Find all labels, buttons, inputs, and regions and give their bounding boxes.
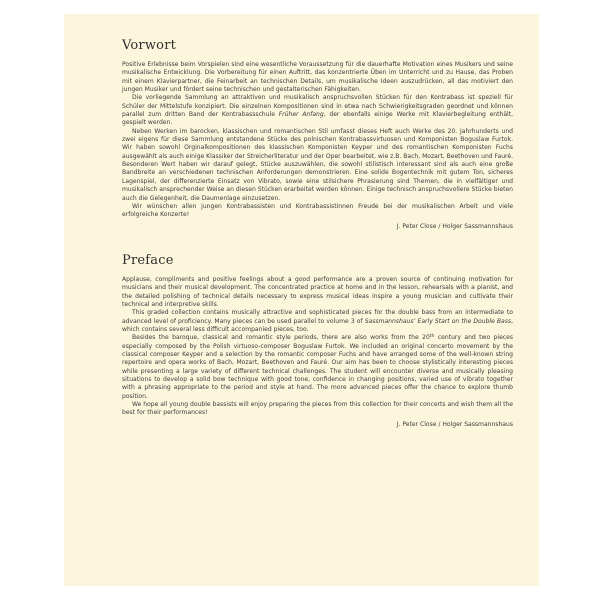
vorwort-paragraph-4: Wir wünschen allen jungen Kontrabassisten und Kontrabassistinnen Freude bei der musikalischen Arbeit und viele erfolgreiche Konzerte! bbox=[122, 202, 513, 219]
preface-paragraph-2: This graded collection contains musically attractive and sophisticated pieces for the double bass from an intermediate to advanced level of proficiency. Many pieces can be used parallel to volume 3 of Sassmannshaus’ Early Start on the Double Bass, which contains several less difficult accompanied pieces, too. bbox=[122, 309, 513, 333]
preface-heading: Preface bbox=[122, 252, 174, 268]
vorwort-heading: Vorwort bbox=[122, 38, 177, 53]
book-title-early-start: Sassmannshaus’ Early Start on the Double Bass bbox=[364, 317, 512, 325]
preface-signature: J. Peter Close / Holger Sassmannshaus bbox=[396, 420, 513, 428]
book-page bbox=[64, 14, 539, 586]
vorwort-signature: J. Peter Close / Holger Sassmannshaus bbox=[396, 222, 513, 230]
preface-paragraph-1: Applause, compliments and positive feelings about a good performance are a proven source of continuing motivation for musicians and their musical development. The concentrated practice at home and in the lesson, rehearsals with a pianist, and the detailed polishing of technical details necessary to express musical ideas inspire a young musician and cultivate their technical and interpretive skills. bbox=[122, 275, 513, 308]
preface-paragraph-3: Besides the baroque, classical and romantic style periods, there are also works from the 20th century and two pieces especially composed by the Polish virtuoso-composer Boguslaw Furtok. We included an original concerto movement by the classical composer Keyper and a selection by the romantic composer Fuchs and have arranged some of the well-known string repertoire and opera works of Bach, Mozart, Beethoven and Fauré. Our aim has been to choose stylistically interesting pieces while presenting a large variety of different technical challenges. The student will encounter diverse and musically pleasing situations to develop a solid bow technique with good tone, confidence in changing positions, varied use of vibrato together with a phrasing appropriate to the period and style at hand. The more advanced pieces offer the chance to explore thumb position. bbox=[122, 334, 513, 400]
vorwort-paragraph-3: Neben Werken im barocken, klassischen und romantischen Stil umfasst dieses Heft auch Werke des 20. Jahrhunderts und zwei eigens für diese Sammlung entstandene Stücke des polnischen Kontrabassvirtuosen und Komponisten Boguslaw Furtok. Wir haben sowohl Orginalkompositionen des klassischen Komponisten Keyper und des romantischen Komponisten Fuchs ausgewählt als auch einige Klassiker der Streicherliteratur und der Oper bearbeitet, wie z.B. Bach, Mozart, Beethoven und Fauré. Besonderen Wert haben wir darauf gelegt, Stücke auszuwählen, die sowohl stilistisch interessant sind als auch eine große Bandbreite an verschiedenen technischen Anforderungen demonstrieren. Eine solide Bogentechnik mit gutem Ton, sicheres Lagenspiel, der differenzierte Einsatz von Vibrato, sowie eine stilsichere Phrasierung sind Themen, die in vielfältiger und musikalisch ansprechender Weise an diesen Stücken erarbeitet werden können. Einige technisch anspruchsvollere Stücke bieten auch die Gelegenheit, die Daumenlage einzusetzen. bbox=[122, 127, 514, 202]
preface-paragraph-4: We hope all young double bassists will enjoy preparing the pieces from this collection for their concerts and wish them all the best for their performances! bbox=[122, 401, 513, 417]
vorwort-paragraph-2: Die vorliegende Sammlung an attraktiven und musikalisch anspruchsvollen Stücken für den Kontrabass ist speziell für Schüler der Mittelstufe konzipiert. Die einzelnen Kompositionen sind in etwa nach Schwierigkeitsgraden geordnet und können parallel zum dritten Band der Kontrabassschule Früher Anfang, der ebenfalls einige Werke mit Klavierbegleitung enthält, gespielt werden. bbox=[122, 94, 514, 127]
book-title-frueher-anfang: Früher Anfang bbox=[278, 111, 324, 119]
vorwort-paragraph-1: Positive Erlebnisse beim Vorspielen sind eine wesentliche Voraussetzung für die dauerhafte Motivation eines Musikers und seine musikalische Entwicklung. Die Vorbereitung für einen Auftritt, das konzentrierte Üben im Unterricht und zu Hause, das Proben mit einem Klavierpartner, die Feinarbeit an technischen Details, um musikalische Ideen auszudrücken, all das motiviert den jungen Musiker und fördert seine technischen und gestalterischen Fähigkeiten. bbox=[122, 61, 513, 94]
